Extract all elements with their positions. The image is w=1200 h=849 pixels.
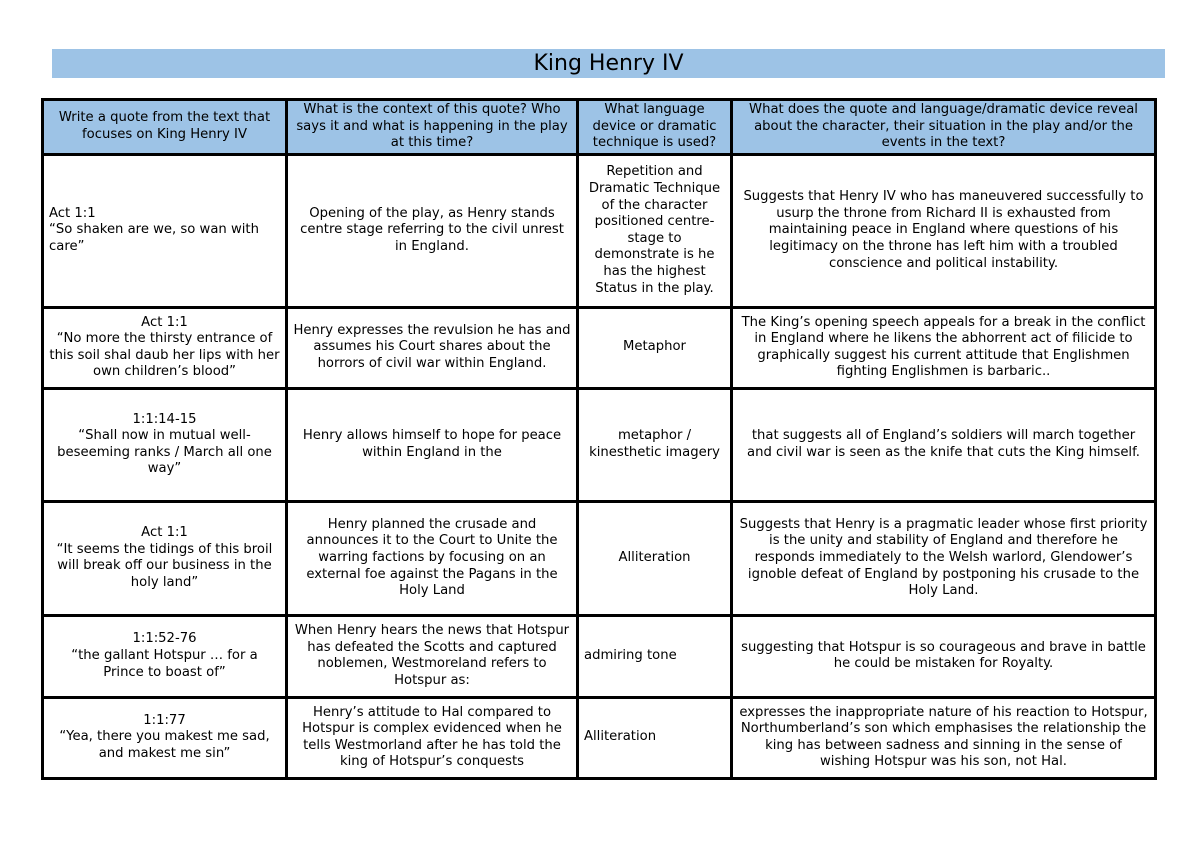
table-row [43, 154, 1156, 307]
quote-analysis-table [41, 98, 1157, 780]
reveal-cell: that suggests all of England’s soldiers will march together and civil war is seen as the knife that cuts the King himself. [732, 388, 1156, 501]
table-row [43, 501, 1156, 615]
quote-text: “Yea, there you makest me sad, and makest me sin” [59, 729, 270, 762]
quote-text: “So shaken are we, so wan with care” [49, 222, 259, 255]
device-cell: Metaphor [578, 307, 732, 388]
context-cell: Henry’s attitude to Hal compared to Hotspur is complex evidenced when he tells Westmorland after he has told the king of Hotspur’s conquests [287, 697, 578, 778]
header-device: What language device or dramatic technique is used? [578, 100, 732, 155]
table-row [43, 615, 1156, 697]
reveal-cell: The King’s opening speech appeals for a break in the conflict in England where he likens the abhorrent act of filicide to graphically suggest his current attitude that Englishmen fighting Englishmen is barbaric.. [732, 307, 1156, 388]
page-title: King Henry IV [52, 49, 1165, 78]
header-quote: Write a quote from the text that focuses on King Henry IV [43, 100, 287, 155]
reveal-cell: Suggests that Henry IV who has maneuvered successfully to usurp the throne from Richard II is exhausted from maintaining peace in England where questions of his legitimacy on the throne has left him with a troubled conscience and political instability. [732, 154, 1156, 307]
quote-text: “No more the thirsty entrance of this soil shal daub her lips with her own children’s blood” [49, 331, 280, 380]
quote-cell [43, 501, 287, 615]
context-cell: When Henry hears the news that Hotspur has defeated the Scotts and captured noblemen, Westmoreland refers to Hotspur as: [287, 615, 578, 697]
device-cell: Repetition and Dramatic Technique of the character positioned centre-stage to demonstrate is he has the highest Status in the play. [578, 154, 732, 307]
device-cell: admiring tone [578, 615, 732, 697]
context-cell: Henry expresses the revulsion he has and assumes his Court shares about the horrors of civil war within England. [287, 307, 578, 388]
quote-text: “Shall now in mutual well-beseeming ranks / March all one way” [57, 428, 272, 477]
quote-reference: Act 1:1 [141, 314, 188, 330]
device-cell: Alliteration [578, 697, 732, 778]
device-cell: Alliteration [578, 501, 732, 615]
table-row [43, 388, 1156, 501]
header-reveal: What does the quote and language/dramatic device reveal about the character, their situation in the play and/or the events in the text? [732, 100, 1156, 155]
table-row [43, 697, 1156, 778]
device-cell: metaphor / kinesthetic imagery [578, 388, 732, 501]
table-row [43, 307, 1156, 388]
quote-cell [43, 388, 287, 501]
quote-reference: 1:1:14-15 [132, 411, 197, 427]
quote-text: “the gallant Hotspur … for a Prince to boast of” [71, 647, 258, 680]
context-cell: Henry planned the crusade and announces it to the Court to Unite the warring factions by focusing on an external foe against the Pagans in the Holy Land [287, 501, 578, 615]
quote-reference: 1:1:77 [143, 712, 186, 728]
header-context: What is the context of this quote? Who says it and what is happening in the play at this time? [287, 100, 578, 155]
quote-reference: Act 1:1 [49, 205, 96, 221]
quote-cell [43, 154, 287, 307]
quote-cell [43, 307, 287, 388]
quote-text: “It seems the tidings of this broil will break off our business in the holy land” [56, 541, 273, 590]
reveal-cell: Suggests that Henry is a pragmatic leader whose first priority is the unity and stability of England and therefore he responds immediately to the Welsh warlord, Glendower’s ignoble defeat of England by postponing his crusade to the Holy Land. [732, 501, 1156, 615]
reveal-cell: suggesting that Hotspur is so courageous and brave in battle he could be mistaken for Royalty. [732, 615, 1156, 697]
table-header-row [43, 100, 1156, 155]
quote-cell [43, 615, 287, 697]
reveal-cell: expresses the inappropriate nature of his reaction to Hotspur, Northumberland’s son which emphasises the relationship the king has between sadness and sinning in the sense of wishing Hotspur was his son, not Hal. [732, 697, 1156, 778]
context-cell: Opening of the play, as Henry stands centre stage referring to the civil unrest in England. [287, 154, 578, 307]
quote-cell [43, 697, 287, 778]
context-cell: Henry allows himself to hope for peace within England in the [287, 388, 578, 501]
quote-reference: Act 1:1 [141, 525, 188, 541]
quote-reference: 1:1:52-76 [132, 631, 197, 647]
